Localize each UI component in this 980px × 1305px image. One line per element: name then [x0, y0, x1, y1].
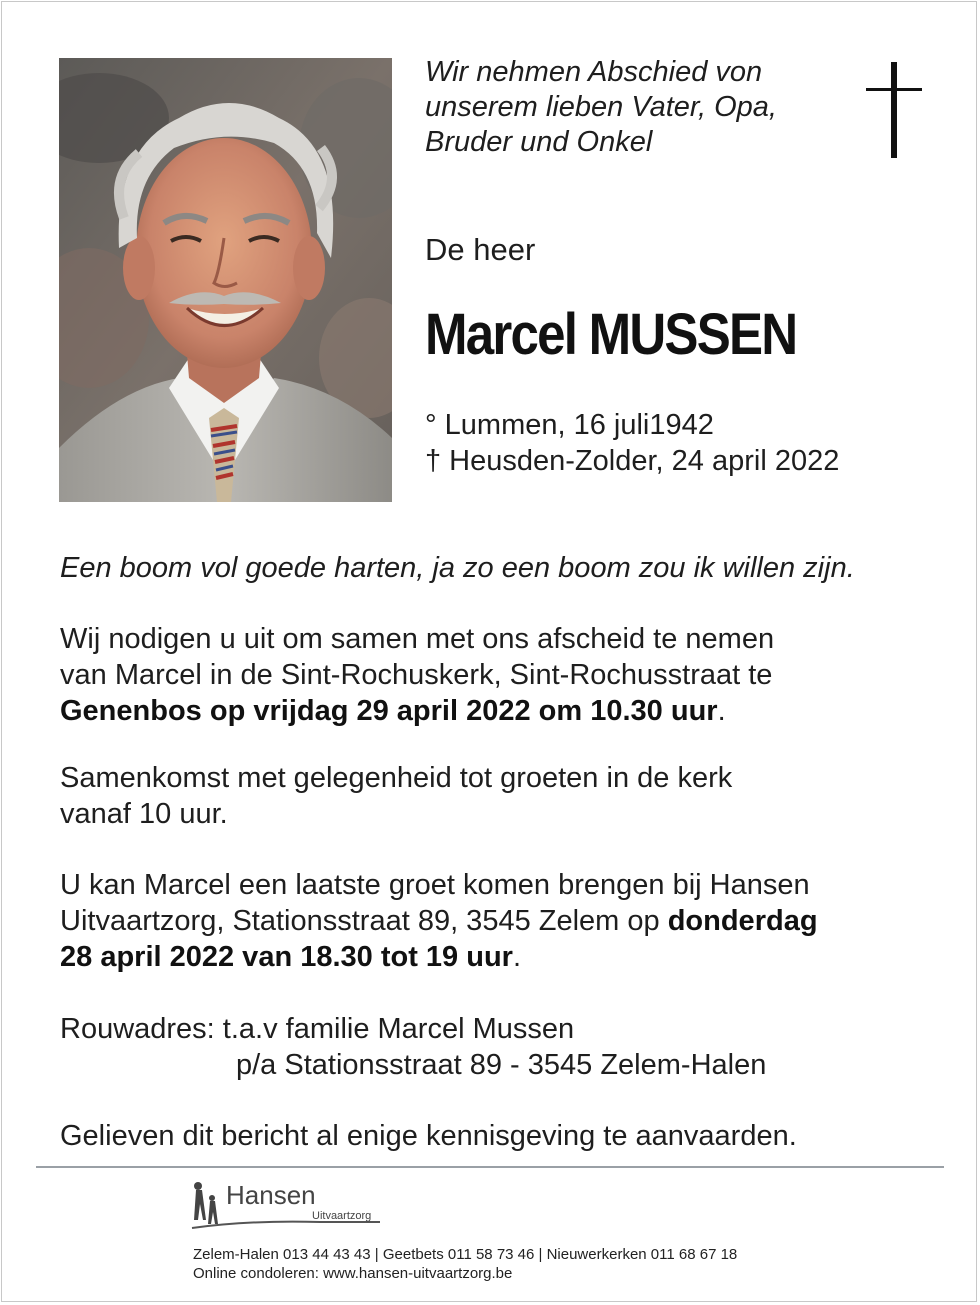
text-segment: Uitvaartzorg, Stationsstraat 89, 3545 Zelem op — [60, 905, 668, 937]
birth-date: ° Lummen, 16 juli1942 — [425, 409, 714, 441]
viewing-time: 28 april 2022 van 18.30 tot 19 uur — [60, 941, 513, 973]
text-line: U kan Marcel een laatste groet komen brengen bij Hansen — [60, 869, 810, 901]
intro-line: Bruder und Onkel — [425, 126, 653, 158]
intro-line: Wir nehmen Abschied von — [425, 56, 763, 88]
quote — [60, 550, 940, 586]
text-line — [60, 903, 940, 939]
mourning-address — [60, 1011, 940, 1083]
text-line: Samenkomst met gelegenheid tot groeten in de kerk — [60, 762, 733, 794]
cross-icon — [866, 62, 922, 158]
text-line — [60, 693, 940, 729]
viewing-paragraph — [60, 867, 940, 975]
phone-numbers: Zelem-Halen 013 44 43 43 | Geetbets 011 58 73 46 | Nieuwerkerken 011 68 67 18 — [193, 1246, 738, 1263]
closing-note — [60, 1118, 940, 1154]
funeral-home-subtitle: Uitvaartzorg — [312, 1210, 372, 1222]
text-line: van Marcel in de Sint-Rochuskerk, Sint-Rochusstraat te — [60, 659, 773, 691]
text-line: vanaf 10 uur. — [60, 798, 228, 830]
punctuation: . — [512, 941, 522, 973]
website-line[interactable]: Online condoleren: www.hansen-uitvaartzorg.be — [193, 1265, 513, 1282]
quote-text: Een boom vol goede harten, ja zo een boom zou ik willen zijn. — [60, 552, 855, 584]
closing-text: Gelieven dit bericht al enige kennisgeving te aanvaarden. — [60, 1120, 797, 1152]
address-line: Rouwadres: t.a.v familie Marcel Mussen — [60, 1013, 575, 1045]
ceremony-time: Genenbos op vrijdag 29 april 2022 om 10.30 uur — [60, 695, 718, 727]
footer-contact — [193, 1245, 737, 1283]
death-date: † Heusden-Zolder, 24 april 2022 — [425, 445, 840, 477]
portrait-illustration — [59, 58, 392, 502]
portrait-photo — [59, 58, 392, 502]
life-dates — [425, 407, 839, 479]
address-line: p/a Stationsstraat 89 - 3545 Zelem-Halen — [236, 1049, 767, 1081]
intro-line: unserem lieben Vater, Opa, — [425, 91, 777, 123]
footer-divider — [36, 1166, 944, 1168]
deceased-name: Marcel MUSSEN — [425, 302, 797, 367]
viewing-day: donderdag — [667, 905, 818, 937]
german-intro — [425, 55, 845, 160]
text-line: Wij nodigen u uit om samen met ons afscheid te nemen — [60, 623, 775, 655]
text-line — [60, 939, 940, 975]
title-prefix: De heer — [425, 232, 536, 267]
funeral-home-name: Hansen — [226, 1180, 316, 1210]
invitation-paragraph — [60, 621, 940, 729]
gathering-paragraph — [60, 760, 940, 832]
punctuation: . — [717, 695, 726, 727]
